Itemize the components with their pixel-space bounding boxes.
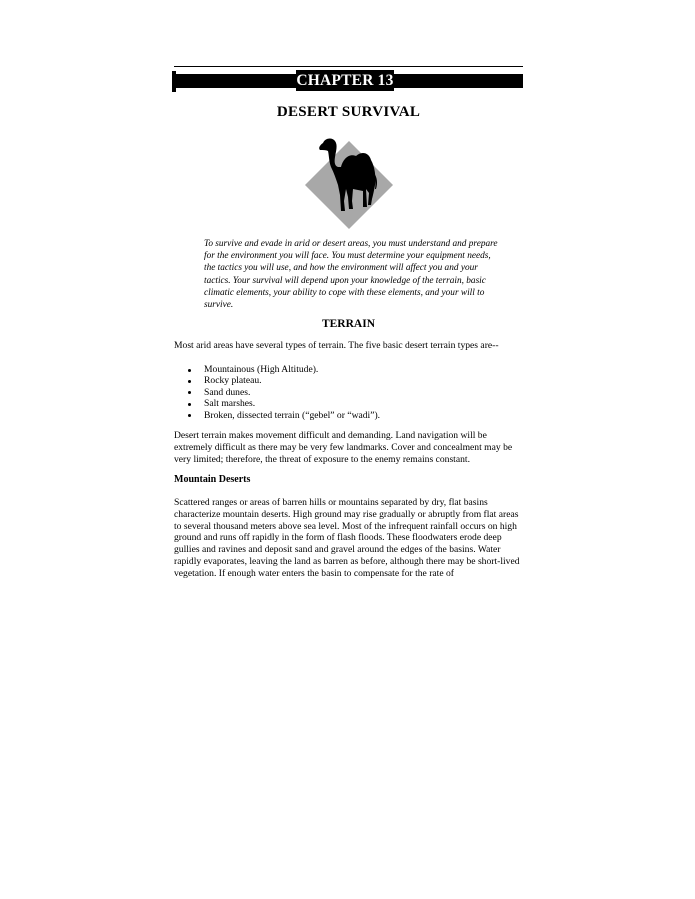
mountain-deserts-paragraph: Scattered ranges or areas of barren hills or mountains separated by dry, flat basins characterize mountain deserts. High ground may rise gradually or abruptly from flat areas to several thousand meters above sea level. Most of the infrequent rainfall occurs on high ground and runs off rapidly in the form of flash floods. These floodwaters erode deep gullies and ravines and deposit sand and gravel around the edges of the basins. Water rapidly evaporates, leaving the land as barren as before, although there may be short-lived vegetation. If enough water enters the basin to compensate for the rate of (174, 497, 520, 579)
list-item: Rocky plateau. (188, 375, 380, 386)
terrain-paragraph-1: Most arid areas have several types of terrain. The five basic desert terrain types are-- (174, 340, 499, 351)
terrain-heading: TERRAIN (321, 318, 376, 330)
list-item: Salt marshes. (188, 398, 380, 409)
top-rule (174, 66, 523, 67)
bullet-icon (188, 380, 191, 383)
intro-paragraph: To survive and evade in arid or desert areas, you must understand and prepare for the environment you will face. You must determine your equipment needs, the tactics you will use, and how the environment will affect you and your tactics. Your survival will depend upon your knowledge of the terrain, basic climatic elements, your ability to cope with these elements, and your will to survive. (204, 239, 498, 311)
list-item: Mountainous (High Altitude). (188, 364, 380, 375)
chapter-band (172, 71, 523, 90)
chapter-band-left-tab (172, 71, 176, 92)
list-item: Sand dunes. (188, 387, 380, 398)
mountain-deserts-heading: Mountain Deserts (174, 474, 251, 485)
terrain-paragraph-2: Desert terrain makes movement difficult and demanding. Land navigation will be extremely difficult as there may be very few landmarks. Cover and concealment may be very limited; therefore, the threat of exposure to the enemy remains constant. (174, 430, 513, 465)
chapter-label: CHAPTER 13 (296, 72, 394, 89)
bullet-icon (188, 403, 191, 406)
camel-figure (305, 133, 393, 229)
bullet-icon (188, 414, 191, 417)
terrain-types-list (188, 364, 380, 421)
bullet-icon (188, 369, 191, 372)
bullet-icon (188, 391, 191, 394)
chapter-title: DESERT SURVIVAL (276, 104, 421, 120)
list-item: Broken, dissected terrain (“gebel” or “wadi”). (188, 410, 380, 421)
